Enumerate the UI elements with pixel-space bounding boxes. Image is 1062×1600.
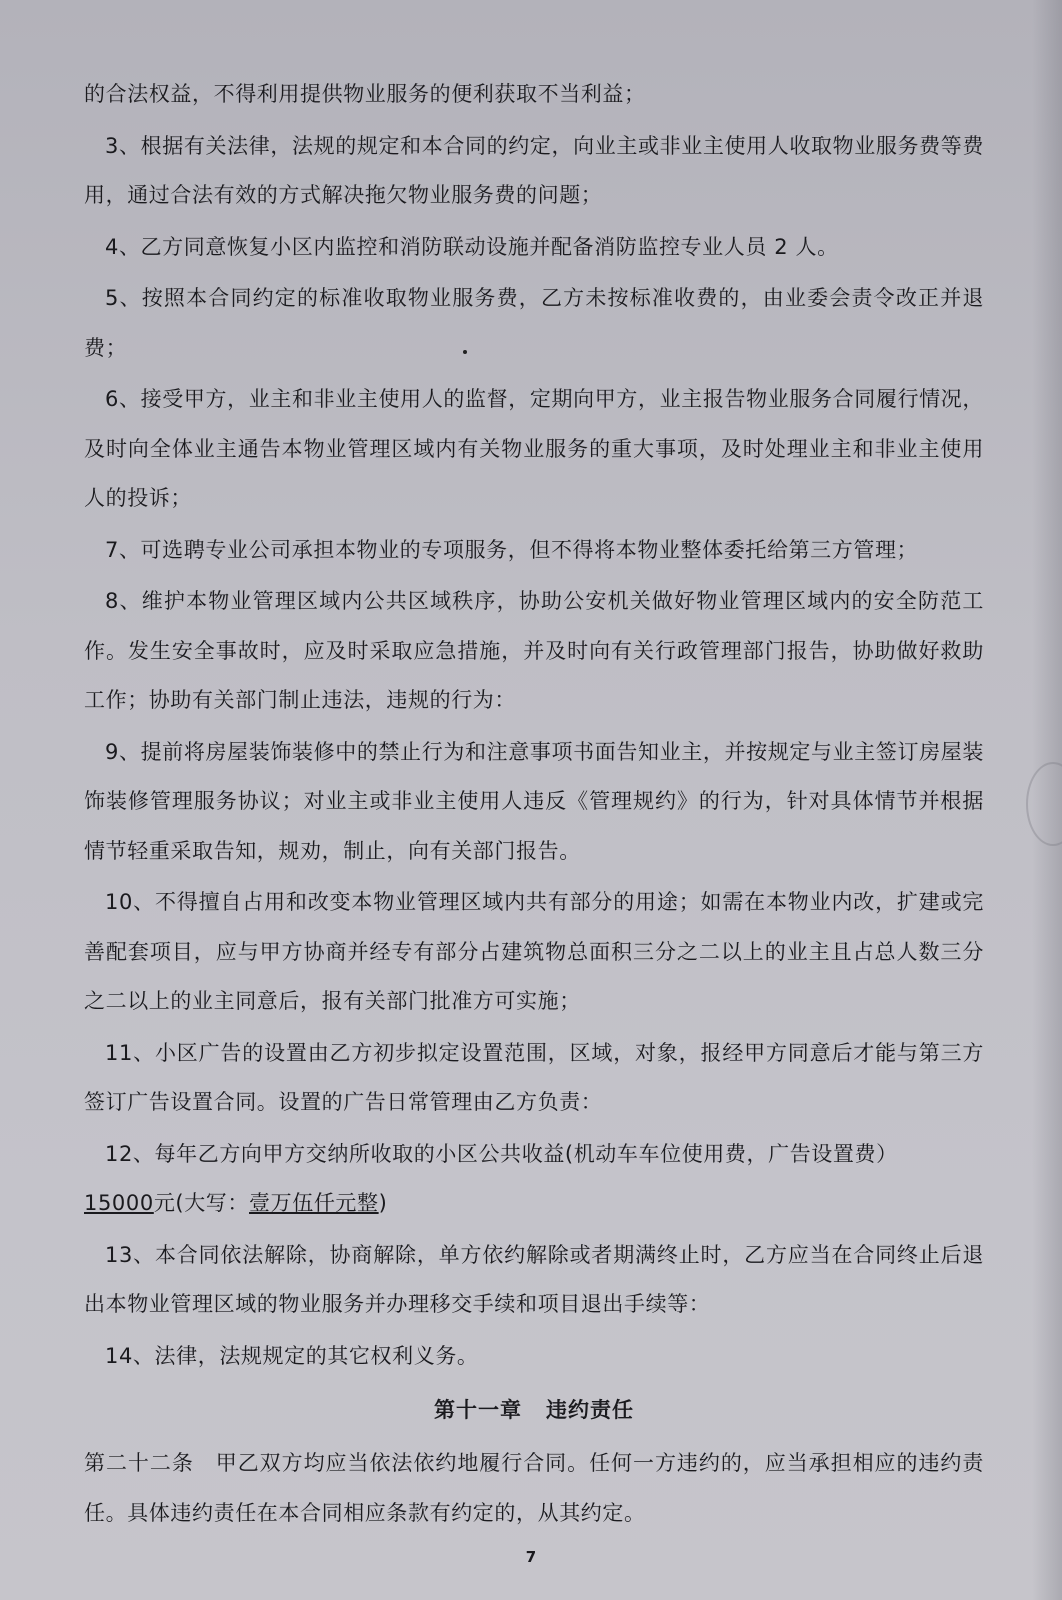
paragraph: 5、按照本合同约定的标准收取物业服务费，乙方未按标准收费的，由业委会责令改正并退费； xyxy=(84,286,984,360)
chapter-number: 第十一章 xyxy=(434,1398,522,1422)
paragraph: 4、乙方同意恢复小区内监控和消防联动设施并配备消防监控专业人员 2 人。 xyxy=(105,234,839,259)
paragraph: 7、可选聘专业公司承担本物业的专项服务，但不得将本物业整体委托给第三方管理； xyxy=(105,537,919,562)
paragraph: 10、不得擅自占用和改变本物业管理区域内共有部分的用途；如需在本物业内改，扩建或完善配套项目，应与甲方协商并经专有部分占建筑物总面积三分之二以上的业主且占总人数三分之二以上的业主同意后，报有关部门批准方可实施； xyxy=(84,890,984,1013)
page-number: 7 xyxy=(525,1548,537,1566)
paragraph: 8、维护本物业管理区域内公共区域秩序，协助公安机关做好物业管理区域内的安全防范工作。发生安全事故时，应及时采取应急措施，并及时向有关行政管理部门报告，协助做好救助工作；协助有关部门制止违法，违规的行为： xyxy=(84,589,984,712)
amount-figure: 15000 xyxy=(84,1191,154,1215)
amount-unit: 元(大写： xyxy=(153,1191,250,1215)
paragraph: 14、法律，法规规定的其它权利义务。 xyxy=(105,1343,479,1368)
amount-close: ) xyxy=(378,1191,388,1215)
document-body xyxy=(84,70,984,1540)
paragraph: 9、提前将房屋装饰装修中的禁止行为和注意事项书面告知业主，并按规定与业主签订房屋装饰装修管理服务协议；对业主或非业主使用人违反《管理规约》的行为，针对具体情节并根据情节轻重采取告知，规劝，制止，向有关部门报告。 xyxy=(84,739,984,863)
chapter-title: 违约责任 xyxy=(546,1398,634,1422)
chapter-heading xyxy=(84,1385,984,1435)
article-22: 第二十二条 甲乙双方均应当依法依约地履行合同。任何一方违约的，应当承担相应的违约责任。具体违约责任在本合同相应条款有约定的，从其约定。 xyxy=(84,1451,984,1525)
paragraph: 13、本合同依法解除，协商解除，单方依约解除或者期满终止时，乙方应当在合同终止后退出本物业管理区域的物业服务并办理移交手续和项目退出手续等： xyxy=(84,1242,984,1316)
paragraph: 6、接受甲方，业主和非业主使用人的监督，定期向甲方，业主报告物业服务合同履行情况，及时向全体业主通告本物业管理区域内有关物业服务的重大事项，及时处理业主和非业主使用人的投诉； xyxy=(84,387,984,510)
item12-text: 12、每年乙方向甲方交纳所收取的小区公共收益(机动车车位使用费，广告设置费） xyxy=(105,1141,898,1166)
paragraph: 3、根据有关法律，法规的规定和本合同的约定，向业主或非业主使用人收取物业服务费等费用，通过合法有效的方式解决拖欠物业服务费的问题； xyxy=(84,133,984,207)
paragraph-item-12 xyxy=(84,1130,984,1229)
paragraph: 的合法权益，不得利用提供物业服务的便利获取不当利益； xyxy=(84,82,646,106)
amount-in-words: 壹万伍仟元整 xyxy=(249,1191,379,1215)
paragraph: 11、小区广告的设置由乙方初步拟定设置范围，区域，对象，报经甲方同意后才能与第三方签订广告设置合同。设置的广告日常管理由乙方负责： xyxy=(84,1040,984,1114)
